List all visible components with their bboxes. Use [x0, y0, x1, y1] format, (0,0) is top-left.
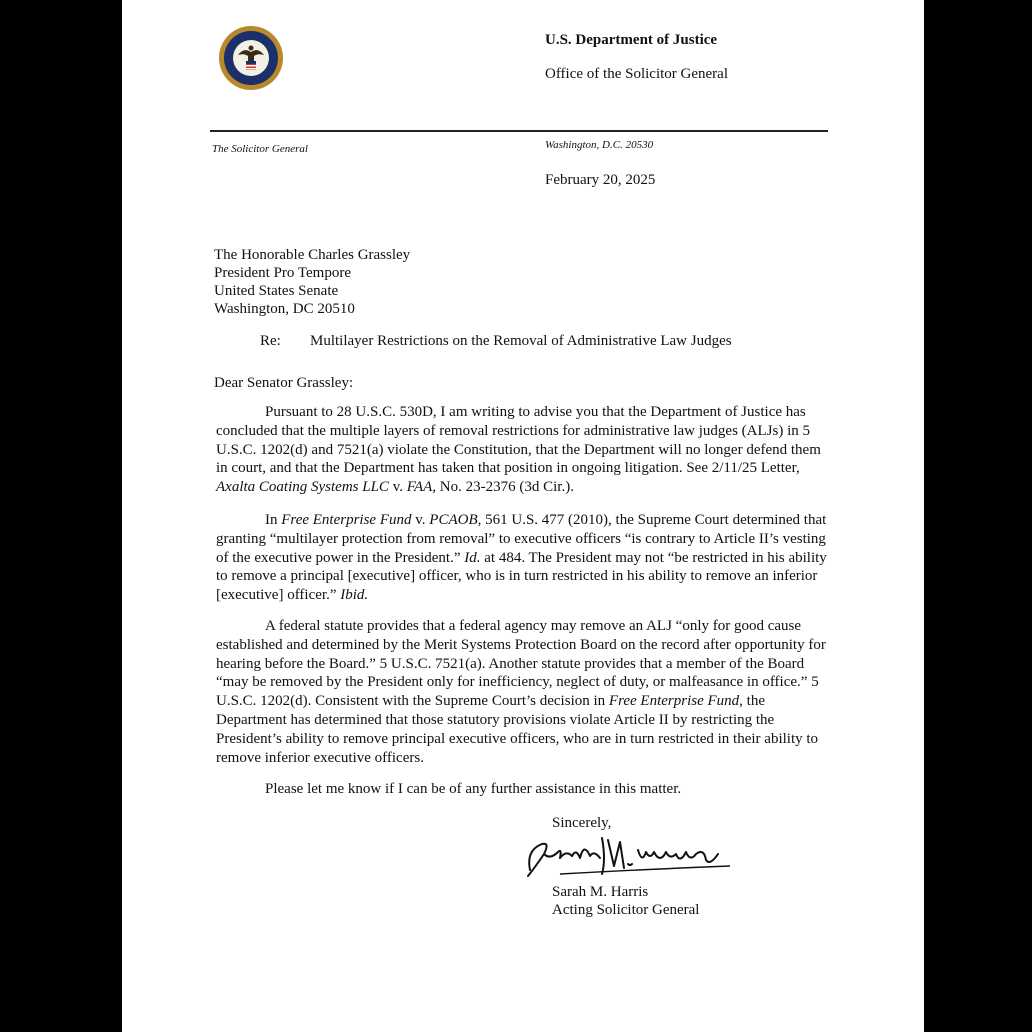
- recipient-line: Washington, DC 20510: [214, 301, 355, 317]
- letterhead-divider: [210, 130, 828, 132]
- recipient-line: United States Senate: [214, 283, 339, 299]
- salutation: Dear Senator Grassley:: [214, 375, 354, 391]
- body-paragraph: Pursuant to 28 U.S.C. 530D, I am writing to advise you that the Department of Justice has concluded that the multiple layers of removal restrictions for administrative law judges (ALJs) in 5 U.S.C. 1202(d) and 7521(a) violate the Constitution, that the Department will no longer defend them in court, and that the Department has taken that position in ongoing litigation. See 2/11/25 Letter, Axalta Coating Systems LLC v. FAA, No. 23-2376 (3d Cir.).: [216, 404, 821, 496]
- letter-page: [122, 0, 924, 1032]
- signature-icon: [520, 830, 742, 886]
- subject-text: Multilayer Restrictions on the Removal of Administrative Law Judges: [310, 333, 732, 349]
- signer-title: Acting Solicitor General: [552, 902, 700, 918]
- agency-name: U.S. Department of Justice: [545, 32, 718, 48]
- office-name: Office of the Solicitor General: [545, 66, 728, 82]
- case-name: Free Enterprise Fund: [281, 512, 412, 528]
- recipient-line: President Pro Tempore: [214, 265, 351, 281]
- address-label: Washington, D.C. 20530: [545, 139, 654, 151]
- closing: Sincerely,: [552, 815, 612, 831]
- sender-label: The Solicitor General: [212, 143, 308, 155]
- citation: Id.: [464, 549, 481, 566]
- body-paragraph: In Free Enterprise Fund v. PCAOB, 561 U.S. 477 (2010), the Supreme Court determined that granting “multilayer protection from removal” to executive officers “is contrary to Article II’s vesting of the executive power in the President.” Id. at 484. The President may not “be restricted in his ability to remove a principal [executive] officer, who is in turn restricted in his ability to remove an inferior [executive] officer.” Ibid.: [216, 512, 827, 604]
- signer-block: [552, 883, 699, 919]
- body-paragraph: Please let me know if I can be of any further assistance in this matter.: [265, 781, 682, 797]
- recipient-line: The Honorable Charles Grassley: [214, 247, 411, 263]
- signer-name: Sarah M. Harris: [552, 884, 649, 900]
- subject-line: [260, 333, 732, 350]
- body-paragraph: A federal statute provides that a federal agency may remove an ALJ “only for good cause established and determined by the Merit Systems Protection Board on the record after opportunity for hearing before the Board.” 5 U.S.C. 7521(a). Another statute provides that a member of the Board “may be removed by the President only for inefficiency, neglect of duty, or malfeasance in office.” 5 U.S.C. 1202(d). Consistent with the Supreme Court’s decision in Free Enterprise Fund, the Department has determined that those statutory provisions violate Article II by restricting the President’s ability to remove principal executive officers, who are in turn restricted in their ability to remove inferior executive officers.: [216, 618, 826, 766]
- case-name: PCAOB: [429, 512, 478, 528]
- case-name: FAA: [406, 479, 433, 496]
- subject-label: Re:: [260, 333, 281, 349]
- letter-date: February 20, 2025: [545, 172, 656, 188]
- case-name: Axalta Coating Systems LLC: [216, 479, 389, 496]
- citation: Ibid.: [340, 587, 369, 604]
- recipient-address: [214, 246, 410, 318]
- case-name: Free Enterprise Fund: [608, 693, 740, 710]
- doj-seal-icon: [218, 25, 284, 91]
